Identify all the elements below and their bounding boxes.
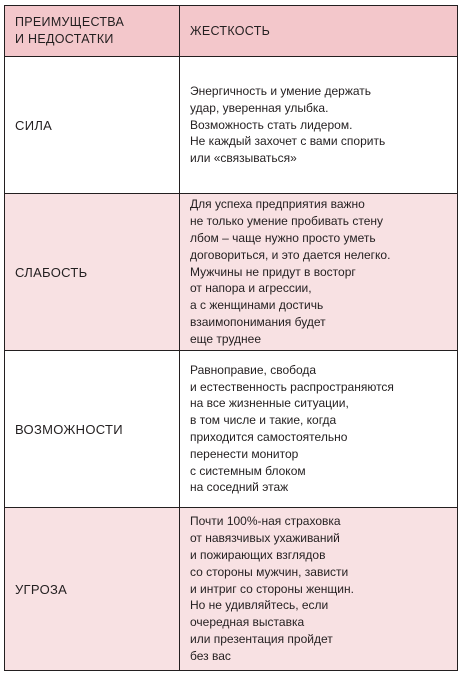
row-label-cell — [15, 57, 175, 193]
table-row-weakness — [5, 193, 457, 350]
column-divider — [179, 194, 180, 350]
swot-table — [4, 5, 458, 671]
row-label: СИЛА — [15, 117, 53, 133]
column-divider — [179, 57, 180, 193]
row-label: СЛАБОСТЬ — [15, 264, 88, 280]
row-label: ВОЗМОЖНОСТИ — [15, 421, 123, 437]
table-row-strength — [5, 56, 457, 193]
row-label-cell — [15, 351, 175, 507]
row-label-cell — [15, 194, 175, 350]
row-text-cell — [190, 508, 451, 670]
header-right-label: ЖЕСТКОСТЬ — [190, 23, 271, 38]
table-header-row — [5, 5, 457, 56]
row-text-cell — [190, 351, 451, 507]
table-row-threats — [5, 507, 457, 671]
table-row-opportunities — [5, 350, 457, 507]
row-text: Почти 100%-ная страховка от навязчивых ухаживаний и пожирающих взглядов со стороны мужчин, зависти и интриг со стороны женщин. Но не удивляйтесь, если очередная выставка или презентация пройдет без вас — [190, 514, 354, 663]
column-divider — [179, 351, 180, 507]
column-divider — [179, 508, 180, 670]
row-text: Для успеха предприятия важно не только умение пробивать стену лбом – чаще нужно просто уметь договориться, и это дается нелегко. Мужчины не придут в восторг от напора и агрессии, а с женщинами достичь взаимопонимания будет еще труднее — [190, 197, 391, 346]
row-text-cell — [190, 194, 451, 350]
header-left-label: ПРЕИМУЩЕСТВА И НЕДОСТАТКИ — [15, 15, 125, 46]
row-text: Равноправие, свобода и естественность распространяются на все жизненные ситуации, в том числе и такие, когда приходится самостоятельно перенести монитор с системным блоком на соседний этаж — [190, 362, 394, 495]
row-label-cell — [15, 508, 175, 670]
header-right-cell — [190, 6, 451, 56]
row-label: УГРОЗА — [15, 581, 68, 597]
header-left-cell — [15, 6, 175, 56]
column-divider — [179, 6, 180, 56]
row-text-cell — [190, 57, 451, 193]
row-text: Энергичность и умение держать удар, уверенная улыбка. Возможность стать лидером. Не каждый захочет с вами спорить или «связываться» — [190, 84, 386, 166]
